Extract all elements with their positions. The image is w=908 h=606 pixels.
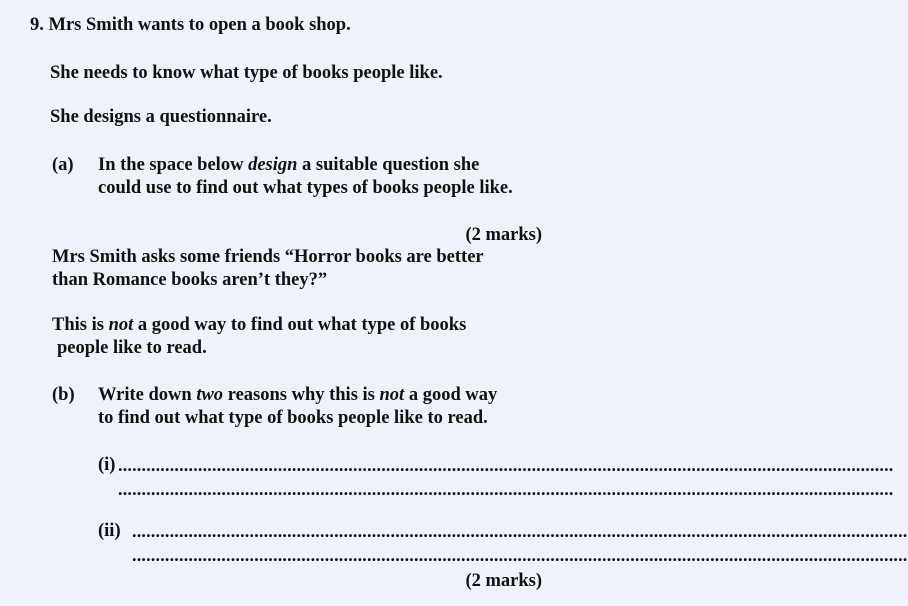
note-text-emphasis: not (108, 315, 134, 335)
question-number: 9. (30, 15, 44, 35)
part-b-line-1 (98, 384, 497, 406)
part-a-text-pre: In the space below (98, 155, 249, 175)
answer-i-line-2[interactable]: ..................................................................................................................................................................... (118, 479, 894, 499)
part-b-text-post: a good way (404, 385, 498, 405)
part-b-emphasis-two: two (196, 385, 224, 405)
part-b-text-pre: Write down (98, 385, 197, 405)
note-text-pre: This is (52, 315, 109, 335)
answer-i-line-1[interactable]: ..................................................................................................................................................................... (118, 455, 894, 475)
question-heading (30, 14, 351, 36)
note-text-post: a good way to find out what type of books (133, 315, 467, 335)
part-a-line-1 (98, 154, 479, 176)
part-b-label: (b) (52, 385, 75, 405)
part-b-line-2: to find out what type of books people like to read. (98, 408, 488, 428)
part-a-text-post: a suitable question she (297, 155, 480, 175)
part-a-text-emphasis: design (248, 155, 298, 175)
answer-i-label: (i) (98, 455, 116, 475)
answer-ii-line-1[interactable]: ..................................................................................................................................................................... (132, 521, 908, 541)
question-line-2: She needs to know what type of books people like. (50, 63, 443, 83)
note-line-2: people like to read. (57, 338, 207, 358)
question-intro: Mrs Smith wants to open a book shop. (48, 15, 351, 35)
note-line-1 (52, 314, 466, 336)
part-b-text-mid: reasons why this is (223, 385, 380, 405)
part-a-marks: (2 marks) (465, 225, 542, 245)
answer-ii-line-2[interactable]: ..................................................................................................................................................................... (132, 545, 908, 565)
part-a-label: (a) (52, 155, 74, 175)
part-b-marks: (2 marks) (465, 571, 542, 591)
part-a-line-2: could use to find out what types of books people like. (98, 178, 513, 198)
quote-line-1: Mrs Smith asks some friends “Horror books are better (52, 247, 484, 267)
answer-ii-label: (ii) (98, 521, 121, 541)
question-line-3: She designs a questionnaire. (50, 107, 272, 127)
part-b-emphasis-not: not (379, 385, 405, 405)
quote-line-2: than Romance books aren’t they?” (52, 270, 328, 290)
